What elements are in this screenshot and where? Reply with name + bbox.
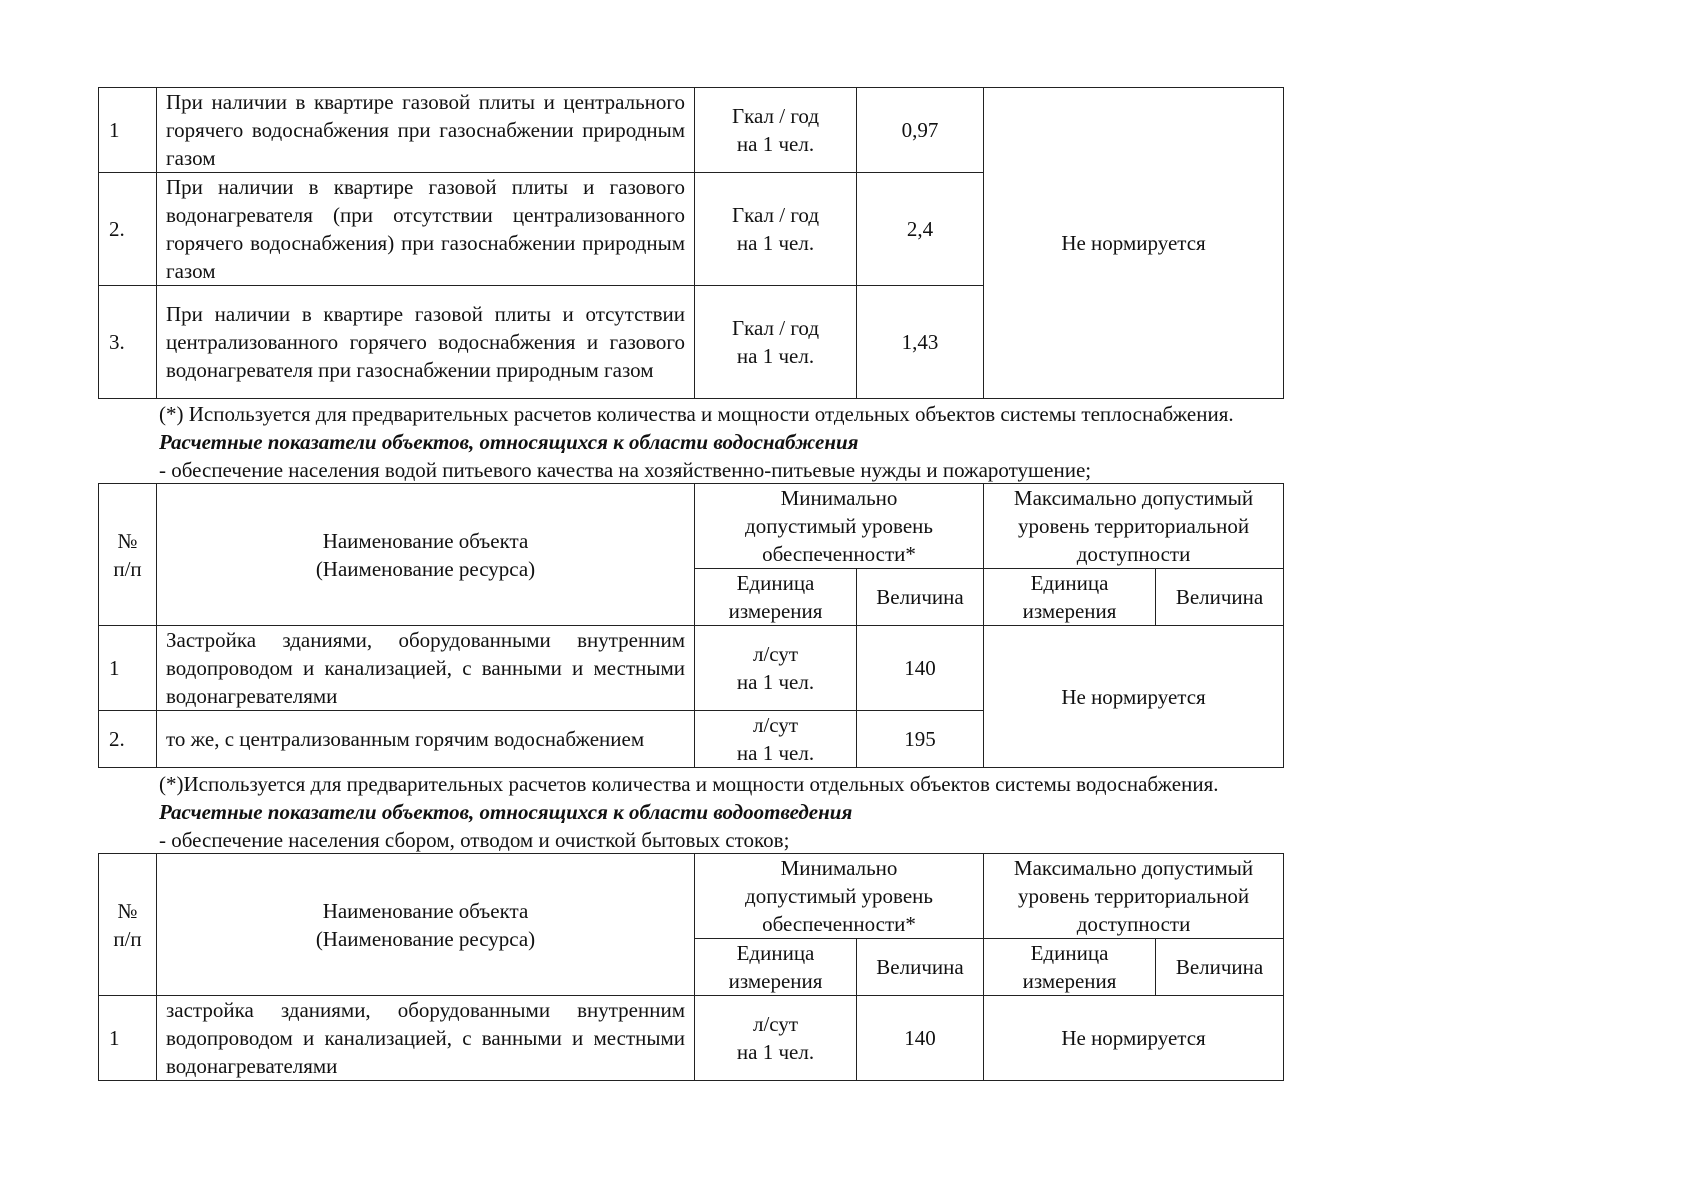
row-number: 1: [99, 626, 157, 711]
unit-cell: [695, 626, 857, 711]
header-num: [99, 854, 157, 996]
object-name: При наличии в квартире газовой плиты и отсутствии централизованного горячего водоснабжения и газового водонагревателя при газоснабжении природным газом: [157, 286, 695, 399]
object-name: Застройка зданиями, оборудованными внутренним водопроводом и канализацией, с ванными и местными водонагревателями: [157, 626, 695, 711]
header-text: Единица: [1030, 941, 1109, 965]
header-text: обеспеченности*: [762, 542, 916, 566]
water-supply-table: [98, 483, 1284, 768]
unit-line: Гкал / год: [731, 104, 819, 128]
header-text: обеспеченности*: [762, 912, 916, 936]
header-text: п/п: [113, 556, 142, 581]
unit-line: л/сут: [752, 713, 799, 737]
header-unit: [695, 569, 857, 626]
row-number: 1: [99, 88, 157, 173]
unit-line: на 1 чел.: [736, 132, 815, 156]
section-heading-water: Расчетные показатели объектов, относящихся к области водоснабжения: [159, 430, 859, 454]
value-cell: 140: [857, 626, 984, 711]
header-unit: [984, 569, 1156, 626]
header-text: п/п: [113, 926, 142, 951]
unit-cell: [695, 88, 857, 173]
header-value: Величина: [857, 569, 984, 626]
header-text: Единица: [1030, 571, 1109, 595]
header-text: Минимально: [780, 856, 898, 880]
header-value: Величина: [1156, 939, 1284, 996]
header-text: Максимально допустимый: [1013, 486, 1254, 510]
header-text: Единица: [736, 571, 815, 595]
header-unit: [984, 939, 1156, 996]
unit-line: Гкал / год: [731, 316, 819, 340]
unit-cell: [695, 711, 857, 768]
footnote-water: (*)Используется для предварительных расчетов количества и мощности отдельных объектов системы водоснабжения.: [159, 772, 1219, 796]
value-cell: 2,4: [857, 173, 984, 286]
header-text: допустимый уровень: [745, 514, 933, 538]
unit-line: на 1 чел.: [736, 1040, 815, 1064]
table-row: [99, 88, 1284, 173]
table-row: [99, 996, 1284, 1081]
unit-line: на 1 чел.: [736, 231, 815, 255]
unit-cell: [695, 173, 857, 286]
header-max-access: [984, 854, 1284, 939]
not-normed-cell: Не нормируется: [984, 88, 1284, 399]
footnote-heat: (*) Используется для предварительных расчетов количества и мощности отдельных объектов системы теплоснабжения.: [159, 402, 1234, 426]
header-unit: [695, 939, 857, 996]
row-number: 2.: [99, 173, 157, 286]
header-text: Максимально допустимый: [1013, 856, 1254, 880]
header-text: №: [117, 528, 138, 553]
row-number: 3.: [99, 286, 157, 399]
section-subheading-water: - обеспечение населения водой питьевого качества на хозяйственно-питьевые нужды и пожаротушение;: [159, 458, 1092, 482]
object-name: При наличии в квартире газовой плиты и центрального горячего водоснабжения при газоснабжении природным газом: [157, 88, 695, 173]
header-text: Минимально: [780, 486, 898, 510]
heat-supply-table: [98, 87, 1284, 399]
header-text: измерения: [1022, 969, 1117, 993]
header-min-level: [695, 854, 984, 939]
unit-line: на 1 чел.: [736, 741, 815, 765]
header-row: [99, 854, 1284, 939]
unit-line: л/сут: [752, 1012, 799, 1036]
header-text: уровень территориальной: [1017, 884, 1250, 908]
header-name: [157, 484, 695, 626]
header-text: Единица: [736, 941, 815, 965]
object-name: При наличии в квартире газовой плиты и газового водонагревателя (при отсутствии централизованного горячего водоснабжения) при газоснабжении природным газом: [157, 173, 695, 286]
header-row: [99, 484, 1284, 569]
sewerage-table: [98, 853, 1284, 1081]
object-name: то же, с централизованным горячим водоснабжением: [157, 711, 695, 768]
header-name: [157, 854, 695, 996]
header-text: (Наименование ресурса): [315, 926, 536, 951]
header-value: Величина: [857, 939, 984, 996]
header-text: №: [117, 898, 138, 923]
header-max-access: [984, 484, 1284, 569]
header-text: допустимый уровень: [745, 884, 933, 908]
value-cell: 140: [857, 996, 984, 1081]
value-cell: 0,97: [857, 88, 984, 173]
header-min-level: [695, 484, 984, 569]
not-normed-cell: Не нормируется: [984, 996, 1284, 1081]
header-value: Величина: [1156, 569, 1284, 626]
header-text: измерения: [1022, 599, 1117, 623]
header-text: Наименование объекта: [322, 528, 529, 553]
header-text: доступности: [1076, 542, 1191, 566]
unit-cell: [695, 996, 857, 1081]
unit-line: л/сут: [752, 642, 799, 666]
not-normed-cell: Не нормируется: [984, 626, 1284, 768]
header-text: доступности: [1076, 912, 1191, 936]
unit-line: Гкал / год: [731, 203, 819, 227]
value-cell: 1,43: [857, 286, 984, 399]
unit-line: на 1 чел.: [736, 670, 815, 694]
header-text: (Наименование ресурса): [315, 556, 536, 581]
section-subheading-sewer: - обеспечение населения сбором, отводом и очисткой бытовых стоков;: [159, 828, 790, 852]
unit-cell: [695, 286, 857, 399]
header-text: измерения: [728, 969, 823, 993]
value-cell: 195: [857, 711, 984, 768]
section-heading-sewer: Расчетные показатели объектов, относящихся к области водоотведения: [159, 800, 853, 824]
header-text: Наименование объекта: [322, 898, 529, 923]
table-row: [99, 626, 1284, 711]
unit-line: на 1 чел.: [736, 344, 815, 368]
header-text: уровень территориальной: [1017, 514, 1250, 538]
row-number: 1: [99, 996, 157, 1081]
header-text: измерения: [728, 599, 823, 623]
object-name: застройка зданиями, оборудованными внутренним водопроводом и канализацией, с ванными и местными водонагревателями: [157, 996, 695, 1081]
row-number: 2.: [99, 711, 157, 768]
header-num: [99, 484, 157, 626]
